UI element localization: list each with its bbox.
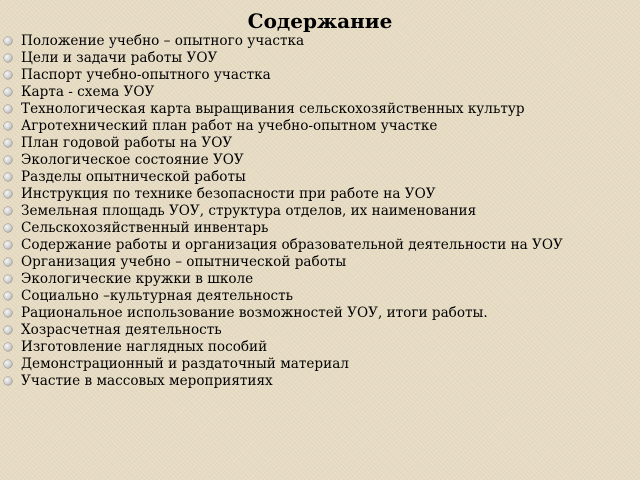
list-item-text: Хозрасчетная деятельность (21, 322, 222, 338)
list-item (0, 220, 632, 237)
list-item-text: Содержание работы и организация образовательной деятельности на УОУ (21, 237, 563, 253)
list-item (0, 373, 632, 390)
list-item-text: Изготовление наглядных пособий (21, 339, 268, 355)
list-item-text: Сельскохозяйственный инвентарь (21, 220, 269, 236)
list-item-text: Земельная площадь УОУ, структура отделов, их наименования (21, 203, 477, 219)
bullet-icon (4, 309, 12, 317)
list-item-text: Цели и задачи работы УОУ (21, 50, 218, 66)
list-item-text: Экологическое состояние УОУ (21, 152, 244, 168)
bullet-icon (4, 258, 12, 266)
list-item-text: Инструкция по технике безопасности при работе на УОУ (21, 186, 436, 202)
bullet-icon (4, 105, 12, 113)
list-item-text: Рациональное использование возможностей УОУ, итоги работы. (21, 305, 488, 321)
list-item (0, 118, 632, 135)
list-item (0, 271, 632, 288)
bullet-icon (4, 343, 12, 351)
bullet-icon (4, 292, 12, 300)
list-item (0, 67, 632, 84)
bullet-icon (4, 173, 12, 181)
list-item (0, 305, 632, 322)
list-item (0, 135, 632, 152)
bullet-icon (4, 360, 12, 368)
list-item (0, 254, 632, 271)
list-item (0, 101, 632, 118)
list-item (0, 84, 632, 101)
list-item-text: Экологические кружки в школе (21, 271, 254, 287)
bullet-icon (4, 377, 12, 385)
list-item-text: Карта - схема УОУ (21, 84, 155, 100)
list-item (0, 356, 632, 373)
bullet-icon (4, 139, 12, 147)
list-item-text: Разделы опытнической работы (21, 169, 246, 185)
bullet-icon (4, 156, 12, 164)
bullet-icon (4, 224, 12, 232)
bullet-icon (4, 122, 12, 130)
list-item-text: Технологическая карта выращивания сельскохозяйственных культур (21, 101, 525, 117)
list-item (0, 288, 632, 305)
list-item (0, 339, 632, 356)
list-item-text: Демонстрационный и раздаточный материал (21, 356, 349, 372)
bullet-icon (4, 275, 12, 283)
bullet-icon (4, 54, 12, 62)
list-item-text: Агротехнический план работ на учебно-опытном участке (21, 118, 438, 134)
list-item-text: План годовой работы на УОУ (21, 135, 233, 151)
list-item (0, 33, 632, 50)
list-item (0, 203, 632, 220)
list-item (0, 169, 632, 186)
list-item-text: Организация учебно – опытнической работы (21, 254, 347, 270)
bullet-icon (4, 37, 12, 45)
bullet-icon (4, 241, 12, 249)
bullet-icon (4, 190, 12, 198)
list-item (0, 237, 632, 254)
bullet-icon (4, 71, 12, 79)
list-item (0, 186, 632, 203)
contents-list (0, 33, 632, 390)
list-item (0, 152, 632, 169)
list-item-text: Положение учебно – опытного участка (21, 33, 305, 49)
slide-title: Содержание (247, 9, 393, 33)
list-item-text: Социально –культурная деятельность (21, 288, 294, 304)
bullet-icon (4, 207, 12, 215)
list-item-text: Участие в массовых мероприятиях (21, 373, 273, 389)
list-item-text: Паспорт учебно-опытного участка (21, 67, 271, 83)
list-item (0, 322, 632, 339)
bullet-icon (4, 88, 12, 96)
list-item (0, 50, 632, 67)
bullet-icon (4, 326, 12, 334)
